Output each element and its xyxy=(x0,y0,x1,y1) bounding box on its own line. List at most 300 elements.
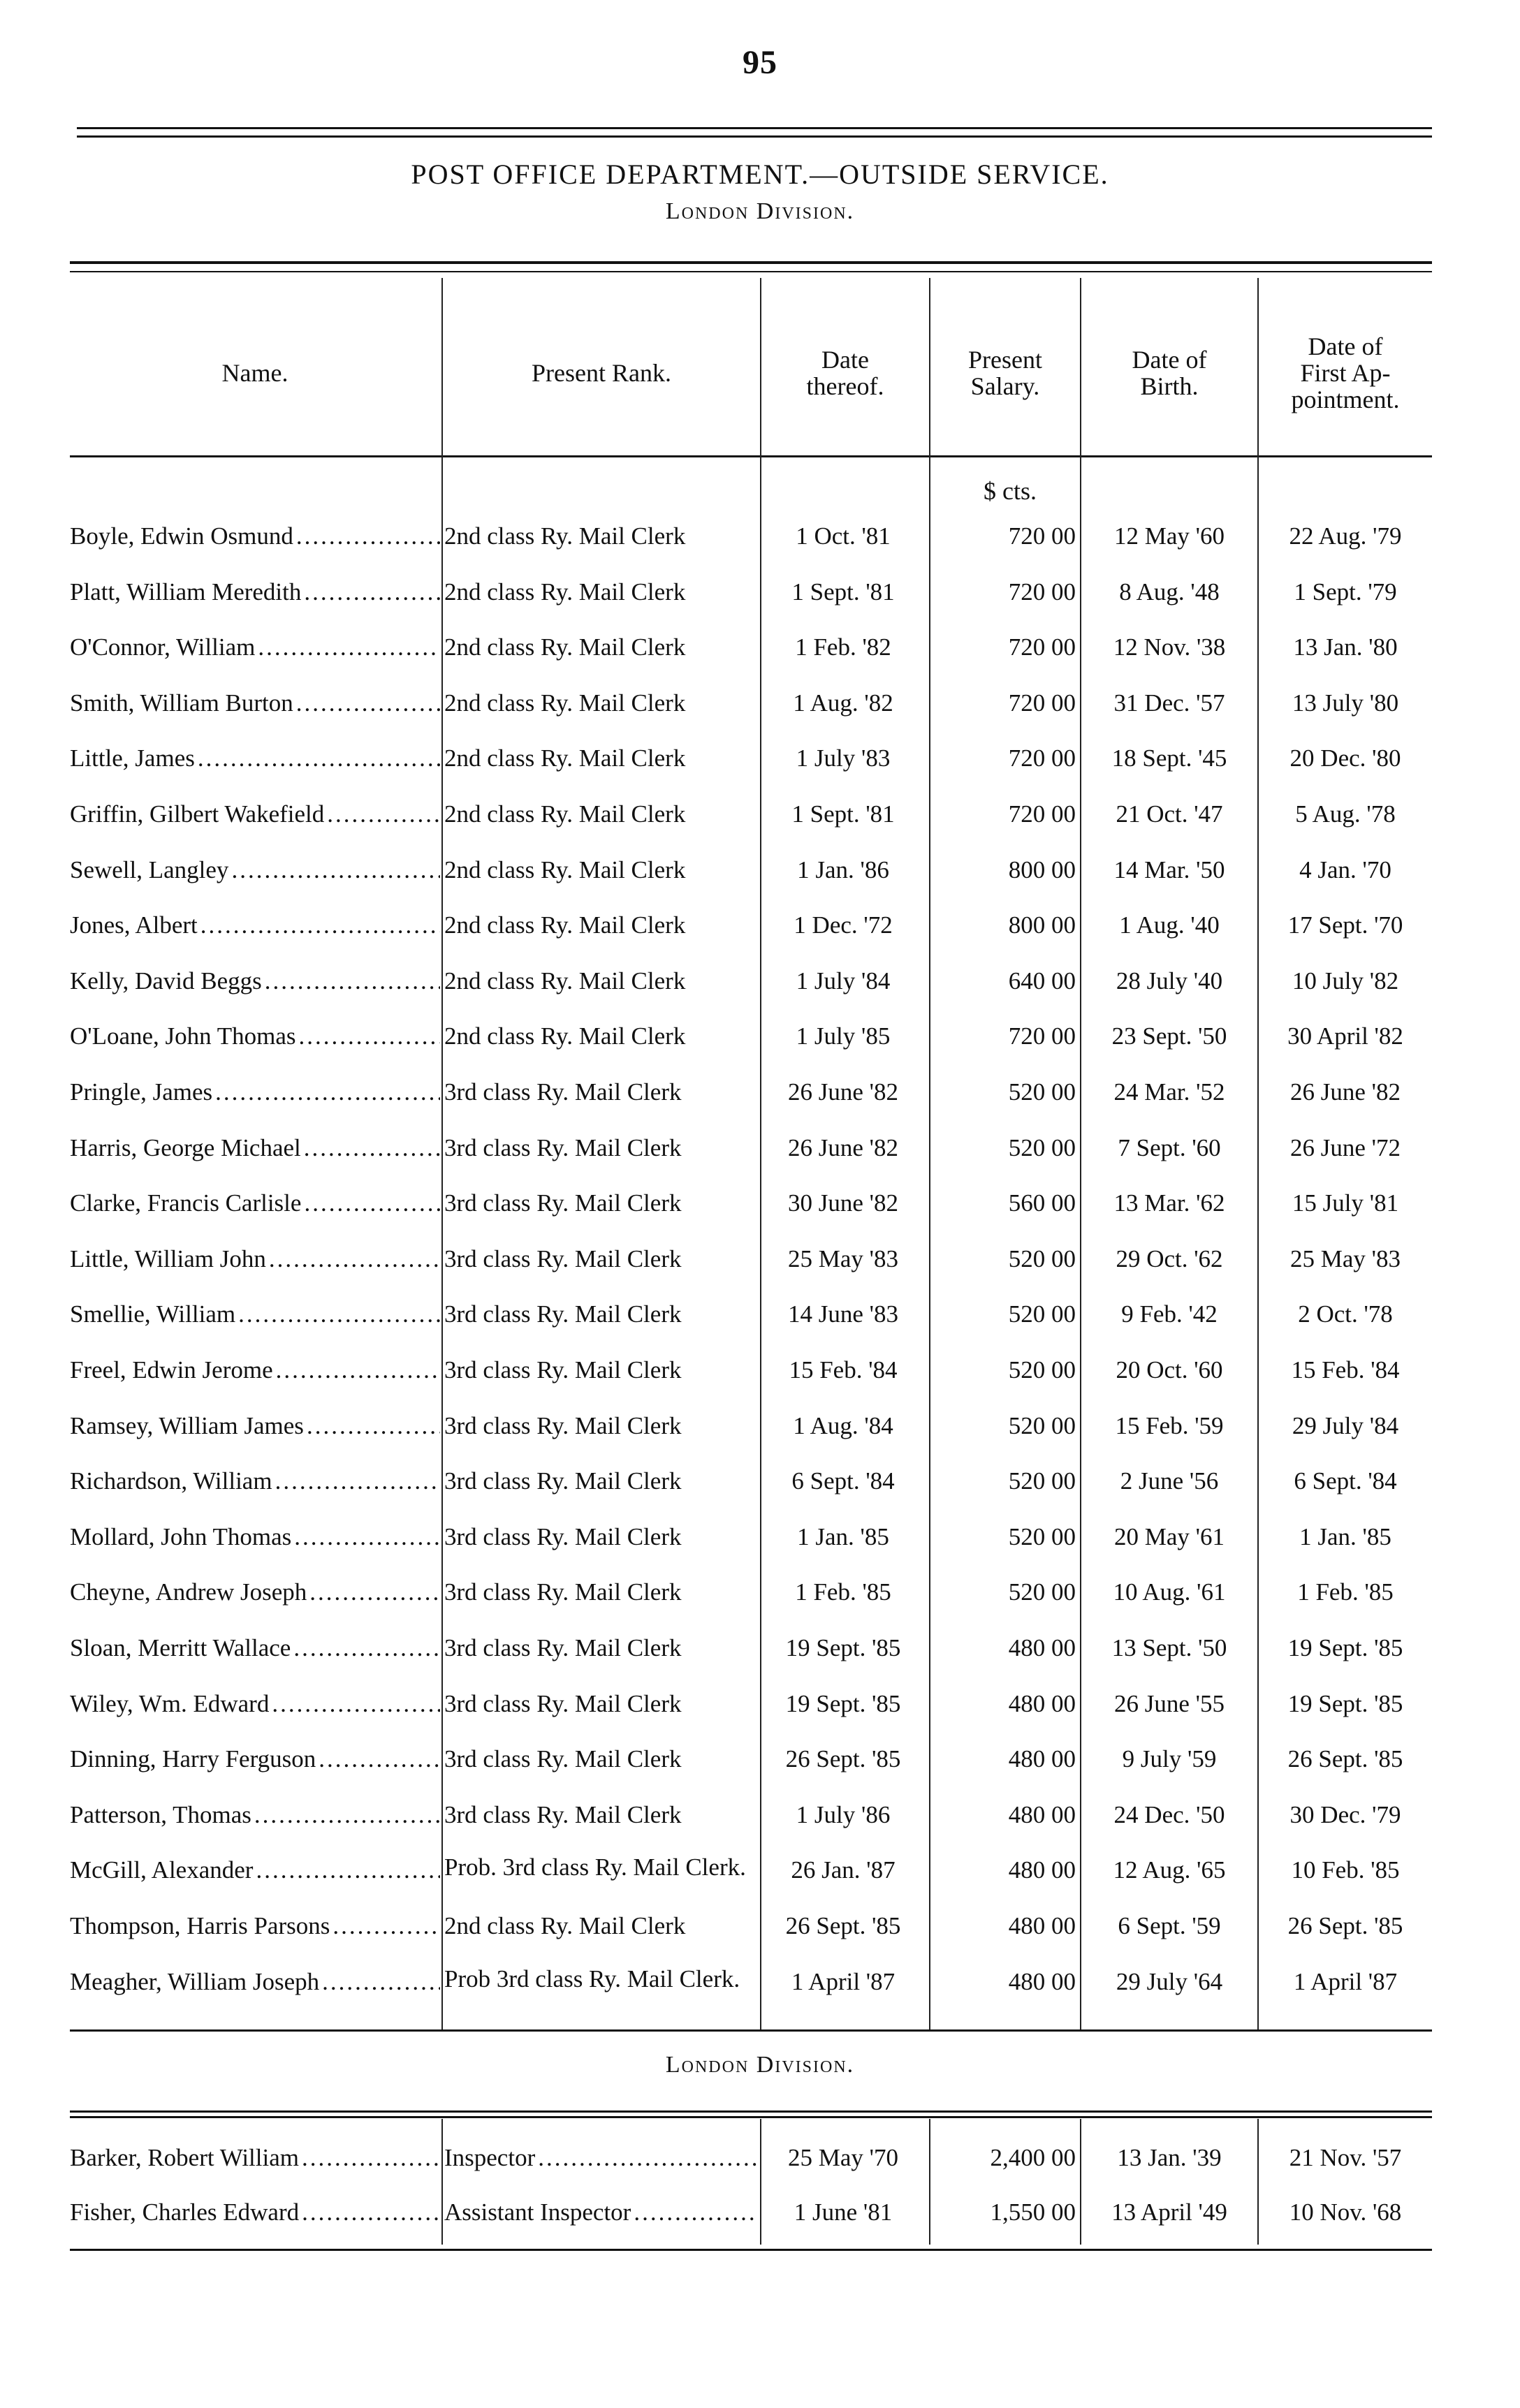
birth-date-cell: 9 July '59 xyxy=(1122,1745,1217,1773)
rank-cell xyxy=(444,1954,759,2022)
name-text: Smellie, William xyxy=(70,1300,236,1328)
date-thereof-cell: 26 June '82 xyxy=(788,1133,898,1161)
rank-cell xyxy=(444,897,759,953)
first-appointment-cell: 29 July '84 xyxy=(1292,1411,1399,1439)
salary-cell: 2,400 00 xyxy=(990,2144,1076,2171)
first-appointment-cell: 21 Nov. '57 xyxy=(1289,2144,1402,2171)
table-row xyxy=(0,897,1520,953)
table-row xyxy=(0,1175,1520,1231)
salary-cell: 520 00 xyxy=(1008,1411,1076,1439)
page-number: 95 xyxy=(743,44,777,81)
date-thereof-cell: 19 Sept. '85 xyxy=(785,1634,901,1661)
name-text: Fisher, Charles Edward xyxy=(70,2198,300,2226)
first-appointment-cell: 5 Aug. '78 xyxy=(1295,800,1396,828)
name-text: Platt, William Meredith xyxy=(70,578,302,605)
rank-text: Inspector xyxy=(444,2144,536,2171)
leader-dots xyxy=(299,1022,440,1050)
name-cell xyxy=(70,1342,440,1398)
salary-cell: 720 00 xyxy=(1008,800,1076,828)
name-text: Richardson, William xyxy=(70,1467,272,1495)
rank-text: 3rd class Ry. Mail Clerk xyxy=(444,1300,682,1328)
name-cell xyxy=(70,1064,440,1120)
table-row xyxy=(0,1008,1520,1064)
leader-dots xyxy=(327,800,440,828)
first-appointment-cell: 15 Feb. '84 xyxy=(1291,1356,1400,1383)
salary-cell: 640 00 xyxy=(1008,967,1076,994)
section-rule xyxy=(70,2029,1432,2032)
birth-date-cell: 24 Mar. '52 xyxy=(1113,1078,1225,1106)
leader-dots xyxy=(634,2198,759,2226)
section-rule-3 xyxy=(70,2116,1432,2118)
table-row xyxy=(0,1787,1520,1843)
birth-date-cell: 21 Oct. '47 xyxy=(1116,800,1223,828)
date-thereof-cell: 1 Oct. '81 xyxy=(796,522,891,550)
date-thereof-cell: 26 Jan. '87 xyxy=(791,1856,896,1884)
rank-text: 2nd class Ry. Mail Clerk xyxy=(444,633,686,661)
birth-date-cell: 13 Sept. '50 xyxy=(1111,1634,1227,1661)
rank-text: 2nd class Ry. Mail Clerk xyxy=(444,1912,686,1939)
rank-text: 3rd class Ry. Mail Clerk xyxy=(444,1522,682,1550)
date-thereof-cell: 1 Aug. '82 xyxy=(793,689,893,717)
birth-date-cell: 18 Sept. '45 xyxy=(1111,744,1227,772)
leader-dots xyxy=(302,2198,440,2226)
salary-cell: 480 00 xyxy=(1008,1912,1076,1939)
salary-cell: 480 00 xyxy=(1008,1745,1076,1773)
salary-cell: 720 00 xyxy=(1008,522,1076,550)
leader-dots xyxy=(275,1467,440,1495)
rank-cell xyxy=(444,1620,759,1676)
top-rule-2 xyxy=(77,135,1432,138)
name-text: Griffin, Gilbert Wakefield xyxy=(70,800,325,828)
leader-dots xyxy=(215,1078,440,1106)
table-row xyxy=(0,2130,1520,2186)
salary-cell: 520 00 xyxy=(1008,1245,1076,1272)
leader-dots xyxy=(258,633,440,661)
rank-cell xyxy=(444,731,759,786)
rank-cell xyxy=(444,1731,759,1787)
name-text: Sloan, Merritt Wallace xyxy=(70,1634,291,1661)
name-text: Patterson, Thomas xyxy=(70,1800,251,1828)
name-cell xyxy=(70,897,440,953)
rank-text: 2nd class Ry. Mail Clerk xyxy=(444,1022,686,1050)
date-thereof-cell: 1 June '81 xyxy=(794,2198,893,2226)
header-top-rule xyxy=(70,261,1432,272)
leader-dots xyxy=(293,1634,440,1662)
date-thereof-cell: 1 Jan. '86 xyxy=(797,856,889,883)
rank-text: 2nd class Ry. Mail Clerk xyxy=(444,967,686,994)
rank-cell xyxy=(444,1008,759,1064)
name-cell xyxy=(70,1509,440,1565)
name-cell xyxy=(70,1175,440,1231)
name-cell xyxy=(70,731,440,786)
salary-cell: 1,550 00 xyxy=(990,2198,1076,2226)
section-rule-2 xyxy=(70,2110,1432,2113)
table-row xyxy=(0,1286,1520,1342)
first-appointment-cell: 10 July '82 xyxy=(1292,967,1399,994)
table-row xyxy=(0,508,1520,564)
rank-text: 3rd class Ry. Mail Clerk xyxy=(444,1689,682,1717)
first-appointment-cell: 19 Sept. '85 xyxy=(1287,1689,1403,1717)
rank-text: 2nd class Ry. Mail Clerk xyxy=(444,911,686,939)
first-appointment-cell: 1 April '87 xyxy=(1293,1967,1398,1995)
table-row xyxy=(0,1064,1520,1120)
name-text: Clarke, Francis Carlisle xyxy=(70,1189,302,1217)
leader-dots xyxy=(256,1856,440,1884)
name-text: Sewell, Langley xyxy=(70,856,229,883)
header-first: Date of First Ap- pointment. xyxy=(1291,332,1400,413)
name-text: Little, James xyxy=(70,744,195,772)
department-title: POST OFFICE DEPARTMENT.—OUTSIDE SERVICE. xyxy=(411,159,1109,190)
birth-date-cell: 13 Mar. '62 xyxy=(1113,1189,1225,1217)
leader-dots xyxy=(231,856,440,884)
table-row xyxy=(0,731,1520,786)
first-appointment-cell: 13 July '80 xyxy=(1292,689,1399,717)
table-row xyxy=(0,1954,1520,2010)
name-text: O'Loane, John Thomas xyxy=(70,1022,296,1050)
date-thereof-cell: 1 Dec. '72 xyxy=(794,911,893,939)
name-cell xyxy=(70,786,440,842)
rank-cell xyxy=(444,1898,759,1954)
first-appointment-cell: 15 July '81 xyxy=(1292,1189,1399,1217)
leader-dots xyxy=(538,2144,759,2172)
leader-dots xyxy=(265,967,440,995)
salary-cell: 520 00 xyxy=(1008,1300,1076,1328)
rank-text: 2nd class Ry. Mail Clerk xyxy=(444,522,686,550)
salary-cell: 520 00 xyxy=(1008,1133,1076,1161)
leader-dots xyxy=(296,522,440,550)
name-text: Jones, Albert xyxy=(70,911,198,939)
leader-dots xyxy=(307,1412,440,1440)
first-appointment-cell: 6 Sept. '84 xyxy=(1294,1467,1397,1495)
rank-text: Prob. 3rd class Ry. Mail Clerk. xyxy=(444,1853,746,1881)
rank-text: Assistant Inspector xyxy=(444,2198,631,2226)
name-cell xyxy=(70,2185,440,2240)
name-cell xyxy=(70,1231,440,1287)
table-row xyxy=(0,675,1520,731)
table-row xyxy=(0,1509,1520,1565)
first-appointment-cell: 25 May '83 xyxy=(1290,1245,1401,1272)
rank-text: 3rd class Ry. Mail Clerk xyxy=(444,1800,682,1828)
salary-cell: 480 00 xyxy=(1008,1634,1076,1661)
rank-cell xyxy=(444,1175,759,1231)
rank-cell xyxy=(444,1787,759,1843)
birth-date-cell: 20 May '61 xyxy=(1114,1522,1225,1550)
name-cell xyxy=(70,1954,440,2010)
name-text: Ramsey, William James xyxy=(70,1411,304,1439)
rank-cell xyxy=(444,1342,759,1398)
name-cell xyxy=(70,508,440,564)
table-row xyxy=(0,1676,1520,1732)
name-cell xyxy=(70,1676,440,1732)
rank-text: 3rd class Ry. Mail Clerk xyxy=(444,1467,682,1495)
rank-text: 3rd class Ry. Mail Clerk xyxy=(444,1245,682,1272)
leader-dots xyxy=(294,1523,440,1551)
first-appointment-cell: 26 June '72 xyxy=(1290,1133,1401,1161)
date-thereof-cell: 25 May '83 xyxy=(788,1245,898,1272)
rank-text: 2nd class Ry. Mail Clerk xyxy=(444,856,686,883)
rank-text: 3rd class Ry. Mail Clerk xyxy=(444,1634,682,1661)
rank-text: Prob 3rd class Ry. Mail Clerk. xyxy=(444,1965,740,1992)
birth-date-cell: 23 Sept. '50 xyxy=(1111,1022,1227,1050)
birth-date-cell: 12 May '60 xyxy=(1114,522,1225,550)
rank-cell xyxy=(444,675,759,731)
leader-dots xyxy=(254,1801,440,1829)
name-text: Smith, William Burton xyxy=(70,689,293,717)
first-appointment-cell: 26 Sept. '85 xyxy=(1287,1912,1403,1939)
date-thereof-cell: 1 Jan. '85 xyxy=(797,1522,889,1550)
leader-dots xyxy=(198,744,440,772)
table-row xyxy=(0,842,1520,898)
rank-cell xyxy=(444,1509,759,1565)
birth-date-cell: 29 Oct. '62 xyxy=(1116,1245,1223,1272)
first-appointment-cell: 1 Jan. '85 xyxy=(1299,1522,1391,1550)
header-date: Date thereof. xyxy=(806,346,884,400)
name-cell xyxy=(70,1286,440,1342)
name-cell xyxy=(70,564,440,620)
rank-cell xyxy=(444,2185,759,2240)
table-row xyxy=(0,619,1520,675)
name-cell xyxy=(70,2130,440,2186)
rank-cell xyxy=(444,564,759,620)
name-text: Dinning, Harry Ferguson xyxy=(70,1745,316,1773)
salary-units: $ cts. xyxy=(984,477,1037,505)
leader-dots xyxy=(269,1245,440,1273)
header-birth: Date of Birth. xyxy=(1132,346,1207,400)
table-row xyxy=(0,564,1520,620)
rank-cell xyxy=(444,953,759,1009)
leader-dots xyxy=(238,1300,440,1328)
leader-dots xyxy=(309,1578,440,1606)
first-appointment-cell: 4 Jan. '70 xyxy=(1299,856,1391,883)
leader-dots xyxy=(304,578,440,606)
rank-cell xyxy=(444,842,759,898)
first-appointment-cell: 13 Jan. '80 xyxy=(1293,633,1398,661)
header-salary: Present Salary. xyxy=(968,346,1042,400)
rank-text: 3rd class Ry. Mail Clerk xyxy=(444,1189,682,1217)
rank-text: 3rd class Ry. Mail Clerk xyxy=(444,1745,682,1773)
name-cell xyxy=(70,619,440,675)
name-text: Wiley, Wm. Edward xyxy=(70,1689,270,1717)
leader-dots xyxy=(304,1189,440,1217)
rank-cell xyxy=(444,2130,759,2186)
table-row xyxy=(0,1842,1520,1898)
birth-date-cell: 12 Nov. '38 xyxy=(1113,633,1226,661)
leader-dots xyxy=(302,2144,440,2172)
name-cell xyxy=(70,953,440,1009)
rank-cell xyxy=(444,1286,759,1342)
rank-text: 2nd class Ry. Mail Clerk xyxy=(444,800,686,828)
birth-date-cell: 8 Aug. '48 xyxy=(1119,578,1220,605)
name-cell xyxy=(70,1731,440,1787)
name-cell xyxy=(70,1787,440,1843)
top-rule xyxy=(77,127,1432,129)
birth-date-cell: 15 Feb. '59 xyxy=(1115,1411,1224,1439)
table-row xyxy=(0,1120,1520,1176)
salary-cell: 480 00 xyxy=(1008,1800,1076,1828)
name-cell xyxy=(70,1842,440,1898)
name-text: Cheyne, Andrew Joseph xyxy=(70,1578,307,1606)
name-cell xyxy=(70,842,440,898)
table-row xyxy=(0,1731,1520,1787)
rank-text: 3rd class Ry. Mail Clerk xyxy=(444,1133,682,1161)
first-appointment-cell: 26 June '82 xyxy=(1290,1078,1401,1106)
birth-date-cell: 14 Mar. '50 xyxy=(1113,856,1225,883)
name-text: Thompson, Harris Parsons xyxy=(70,1912,330,1939)
rank-cell xyxy=(444,1676,759,1732)
rank-text: 3rd class Ry. Mail Clerk xyxy=(444,1578,682,1606)
salary-cell: 480 00 xyxy=(1008,1967,1076,1995)
header-name: Name. xyxy=(221,359,288,388)
birth-date-cell: 24 Dec. '50 xyxy=(1113,1800,1225,1828)
salary-cell: 520 00 xyxy=(1008,1522,1076,1550)
leader-dots xyxy=(276,1356,440,1384)
division-title: London Division. xyxy=(665,198,855,224)
first-appointment-cell: 19 Sept. '85 xyxy=(1287,1634,1403,1661)
rank-cell xyxy=(444,1231,759,1287)
table-row xyxy=(0,2185,1520,2240)
birth-date-cell: 6 Sept. '59 xyxy=(1118,1912,1221,1939)
date-thereof-cell: 26 June '82 xyxy=(788,1078,898,1106)
salary-cell: 720 00 xyxy=(1008,633,1076,661)
rank-cell xyxy=(444,508,759,564)
name-cell xyxy=(70,1453,440,1509)
name-text: Mollard, John Thomas xyxy=(70,1522,292,1550)
table-row xyxy=(0,953,1520,1009)
rank-cell xyxy=(444,1453,759,1509)
name-cell xyxy=(70,1120,440,1176)
leader-dots xyxy=(304,1134,440,1162)
date-thereof-cell: 6 Sept. '84 xyxy=(791,1467,895,1495)
name-text: O'Connor, William xyxy=(70,633,256,661)
table-row xyxy=(0,1564,1520,1620)
name-cell xyxy=(70,1008,440,1064)
name-text: Boyle, Edwin Osmund xyxy=(70,522,293,550)
date-thereof-cell: 15 Feb. '84 xyxy=(789,1356,898,1383)
date-thereof-cell: 1 July '84 xyxy=(796,967,891,994)
leader-dots xyxy=(272,1690,440,1718)
birth-date-cell: 7 Sept. '60 xyxy=(1118,1133,1221,1161)
date-thereof-cell: 25 May '70 xyxy=(788,2144,898,2171)
date-thereof-cell: 1 Aug. '84 xyxy=(793,1411,893,1439)
name-cell xyxy=(70,1898,440,1954)
salary-cell: 720 00 xyxy=(1008,578,1076,605)
first-appointment-cell: 2 Oct. '78 xyxy=(1298,1300,1393,1328)
rank-text: 3rd class Ry. Mail Clerk xyxy=(444,1078,682,1106)
first-appointment-cell: 30 Dec. '79 xyxy=(1289,1800,1401,1828)
table-row xyxy=(0,1231,1520,1287)
first-appointment-cell: 26 Sept. '85 xyxy=(1287,1745,1403,1773)
rank-text: 2nd class Ry. Mail Clerk xyxy=(444,689,686,717)
salary-cell: 520 00 xyxy=(1008,1356,1076,1383)
salary-cell: 480 00 xyxy=(1008,1689,1076,1717)
salary-cell: 800 00 xyxy=(1008,856,1076,883)
first-appointment-cell: 1 Sept. '79 xyxy=(1294,578,1397,605)
birth-date-cell: 26 June '55 xyxy=(1114,1689,1225,1717)
name-cell xyxy=(70,1564,440,1620)
name-cell xyxy=(70,1398,440,1454)
table-row xyxy=(0,1898,1520,1954)
salary-cell: 480 00 xyxy=(1008,1856,1076,1884)
table-row xyxy=(0,1453,1520,1509)
name-text: Meagher, William Joseph xyxy=(70,1967,320,1995)
date-thereof-cell: 26 Sept. '85 xyxy=(785,1745,901,1773)
first-appointment-cell: 30 April '82 xyxy=(1287,1022,1403,1050)
first-appointment-cell: 10 Feb. '85 xyxy=(1291,1856,1400,1884)
header-bottom-rule xyxy=(70,455,1432,457)
leader-dots xyxy=(200,911,440,939)
first-appointment-cell: 17 Sept. '70 xyxy=(1287,911,1403,939)
date-thereof-cell: 1 Sept. '81 xyxy=(791,800,895,828)
leader-dots xyxy=(332,1912,440,1940)
rank-cell xyxy=(444,1064,759,1120)
name-text: Freel, Edwin Jerome xyxy=(70,1356,273,1383)
name-text: Barker, Robert William xyxy=(70,2144,299,2171)
salary-cell: 520 00 xyxy=(1008,1578,1076,1606)
name-cell xyxy=(70,1620,440,1676)
birth-date-cell: 20 Oct. '60 xyxy=(1116,1356,1223,1383)
birth-date-cell: 13 Jan. '39 xyxy=(1117,2144,1222,2171)
table-row xyxy=(0,786,1520,842)
birth-date-cell: 28 July '40 xyxy=(1116,967,1223,994)
date-thereof-cell: 1 Feb. '85 xyxy=(795,1578,891,1606)
salary-cell: 720 00 xyxy=(1008,744,1076,772)
birth-date-cell: 1 Aug. '40 xyxy=(1119,911,1220,939)
birth-date-cell: 9 Feb. '42 xyxy=(1121,1300,1218,1328)
name-text: Kelly, David Beggs xyxy=(70,967,262,994)
rank-cell xyxy=(444,1564,759,1620)
table-row xyxy=(0,1620,1520,1676)
division-title-2: London Division. xyxy=(665,2052,855,2078)
salary-cell: 800 00 xyxy=(1008,911,1076,939)
name-text: Little, William John xyxy=(70,1245,266,1272)
date-thereof-cell: 1 April '87 xyxy=(791,1967,896,1995)
salary-cell: 520 00 xyxy=(1008,1467,1076,1495)
table-row xyxy=(0,1398,1520,1454)
salary-cell: 720 00 xyxy=(1008,1022,1076,1050)
date-thereof-cell: 1 Sept. '81 xyxy=(791,578,895,605)
first-appointment-cell: 10 Nov. '68 xyxy=(1289,2198,1402,2226)
rank-cell xyxy=(444,619,759,675)
first-appointment-cell: 1 Feb. '85 xyxy=(1297,1578,1394,1606)
name-text: Harris, George Michael xyxy=(70,1133,301,1161)
date-thereof-cell: 1 July '85 xyxy=(796,1022,891,1050)
salary-cell: 560 00 xyxy=(1008,1189,1076,1217)
birth-date-cell: 31 Dec. '57 xyxy=(1113,689,1225,717)
birth-date-cell: 29 July '64 xyxy=(1116,1967,1223,1995)
date-thereof-cell: 26 Sept. '85 xyxy=(785,1912,901,1939)
bottom-rule xyxy=(70,2249,1432,2251)
salary-cell: 520 00 xyxy=(1008,1078,1076,1106)
date-thereof-cell: 1 Feb. '82 xyxy=(795,633,891,661)
rank-text: 2nd class Ry. Mail Clerk xyxy=(444,744,686,772)
leader-dots xyxy=(322,1968,440,1996)
birth-date-cell: 10 Aug. '61 xyxy=(1113,1578,1226,1606)
name-text: Pringle, James xyxy=(70,1078,213,1106)
birth-date-cell: 2 June '56 xyxy=(1120,1467,1219,1495)
rank-cell xyxy=(444,1120,759,1176)
date-thereof-cell: 30 June '82 xyxy=(788,1189,898,1217)
table-row xyxy=(0,1342,1520,1398)
date-thereof-cell: 1 July '86 xyxy=(796,1800,891,1828)
date-thereof-cell: 1 July '83 xyxy=(796,744,891,772)
leader-dots xyxy=(296,689,440,717)
salary-cell: 720 00 xyxy=(1008,689,1076,717)
birth-date-cell: 13 April '49 xyxy=(1111,2198,1227,2226)
rank-text: 2nd class Ry. Mail Clerk xyxy=(444,578,686,605)
birth-date-cell: 12 Aug. '65 xyxy=(1113,1856,1226,1884)
rank-text: 3rd class Ry. Mail Clerk xyxy=(444,1356,682,1383)
name-cell xyxy=(70,675,440,731)
